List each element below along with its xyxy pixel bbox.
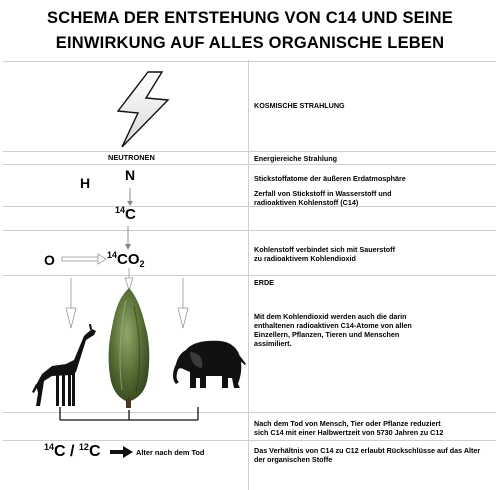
element-h: H xyxy=(80,175,91,191)
right-arrow-o-to-co2 xyxy=(62,254,106,264)
elephant-silhouette xyxy=(173,341,246,388)
ratio-c1: C xyxy=(54,443,66,460)
ratio-slash: / xyxy=(65,443,79,460)
stickstoff-text-1: Stickstoffatome der äußeren Erdatmosphäre xyxy=(254,174,406,183)
kosmische-strahlung: KOSMISCHE STRAHLUNG xyxy=(254,101,345,110)
erde-text-4: assimiliert. xyxy=(254,339,292,348)
erde-text-1: Mit dem Kohlendioxid werden auch die darin xyxy=(254,312,407,321)
ratio-sup-14: 14 xyxy=(44,442,55,452)
formula-ratio xyxy=(44,442,101,461)
neutronen-label: NEUTRONEN xyxy=(108,153,155,162)
tod-text-2: sich C14 mit einer Halbwertzeit von 5730 Jahren zu C12 xyxy=(254,428,444,437)
erde-label: ERDE xyxy=(254,278,274,287)
giraffe-silhouette xyxy=(32,324,96,406)
energiereiche-strahlung: Energiereiche Strahlung xyxy=(254,154,338,163)
stickstoff-text-2b: radioaktiven Kohlenstoff (C14) xyxy=(254,198,359,207)
conifer-tree xyxy=(109,288,150,408)
down-arrow-n-to-c14 xyxy=(127,188,133,206)
stickstoff-text-2a: Zerfall von Stickstoff in Wasserstoff und xyxy=(254,189,392,198)
ratio-c2: C xyxy=(88,443,101,460)
c14-mass-number: 14 xyxy=(115,205,126,215)
title-line-1: SCHEMA DER ENTSTEHUNG VON C14 UND SEINE xyxy=(47,9,453,27)
lightning-bolt-icon xyxy=(118,72,168,147)
formula-co2 xyxy=(107,250,145,269)
co2-mass-number: 14 xyxy=(107,250,118,260)
c14-symbol: C xyxy=(125,206,136,223)
erde-text-2: enthaltenen radioaktiven C14-Atome von allen xyxy=(254,321,412,330)
co2-subscript: 2 xyxy=(139,259,145,269)
alter-label: Alter nach dem Tod xyxy=(136,448,205,457)
down-arrow-to-elephant xyxy=(178,278,188,328)
tod-text-1: Nach dem Tod von Mensch, Tier oder Pflanze reduziert xyxy=(254,419,441,428)
verhaeltnis-text-1: Das Verhältnis von C14 zu C12 erlaubt Rückschlüsse auf das Alter xyxy=(254,446,481,455)
verhaeltnis-text-2: der organischen Stoffe xyxy=(254,455,333,464)
kohlenstoff-text-2: zu radioaktivem Kohlendioxid xyxy=(254,254,356,263)
kohlenstoff-text-1: Kohlenstoff verbindet sich mit Sauerstoff xyxy=(254,245,395,254)
ratio-sup-12: 12 xyxy=(78,442,89,452)
formula-c14 xyxy=(115,205,136,223)
down-arrow-c14-to-co2 xyxy=(125,226,131,250)
co2-symbol: CO xyxy=(117,251,140,268)
erde-text-3: Einzellern, Pflanzen, Tieren und Menschen xyxy=(254,330,400,339)
down-arrow-to-tree xyxy=(125,268,133,290)
element-o: O xyxy=(44,252,55,268)
title-line-2: EINWIRKUNG AUF ALLES ORGANISCHE LEBEN xyxy=(55,34,445,52)
collection-bracket xyxy=(60,407,198,420)
right-arrow-icon xyxy=(110,446,133,458)
element-n: N xyxy=(125,167,136,183)
down-arrow-to-giraffe xyxy=(66,278,76,328)
